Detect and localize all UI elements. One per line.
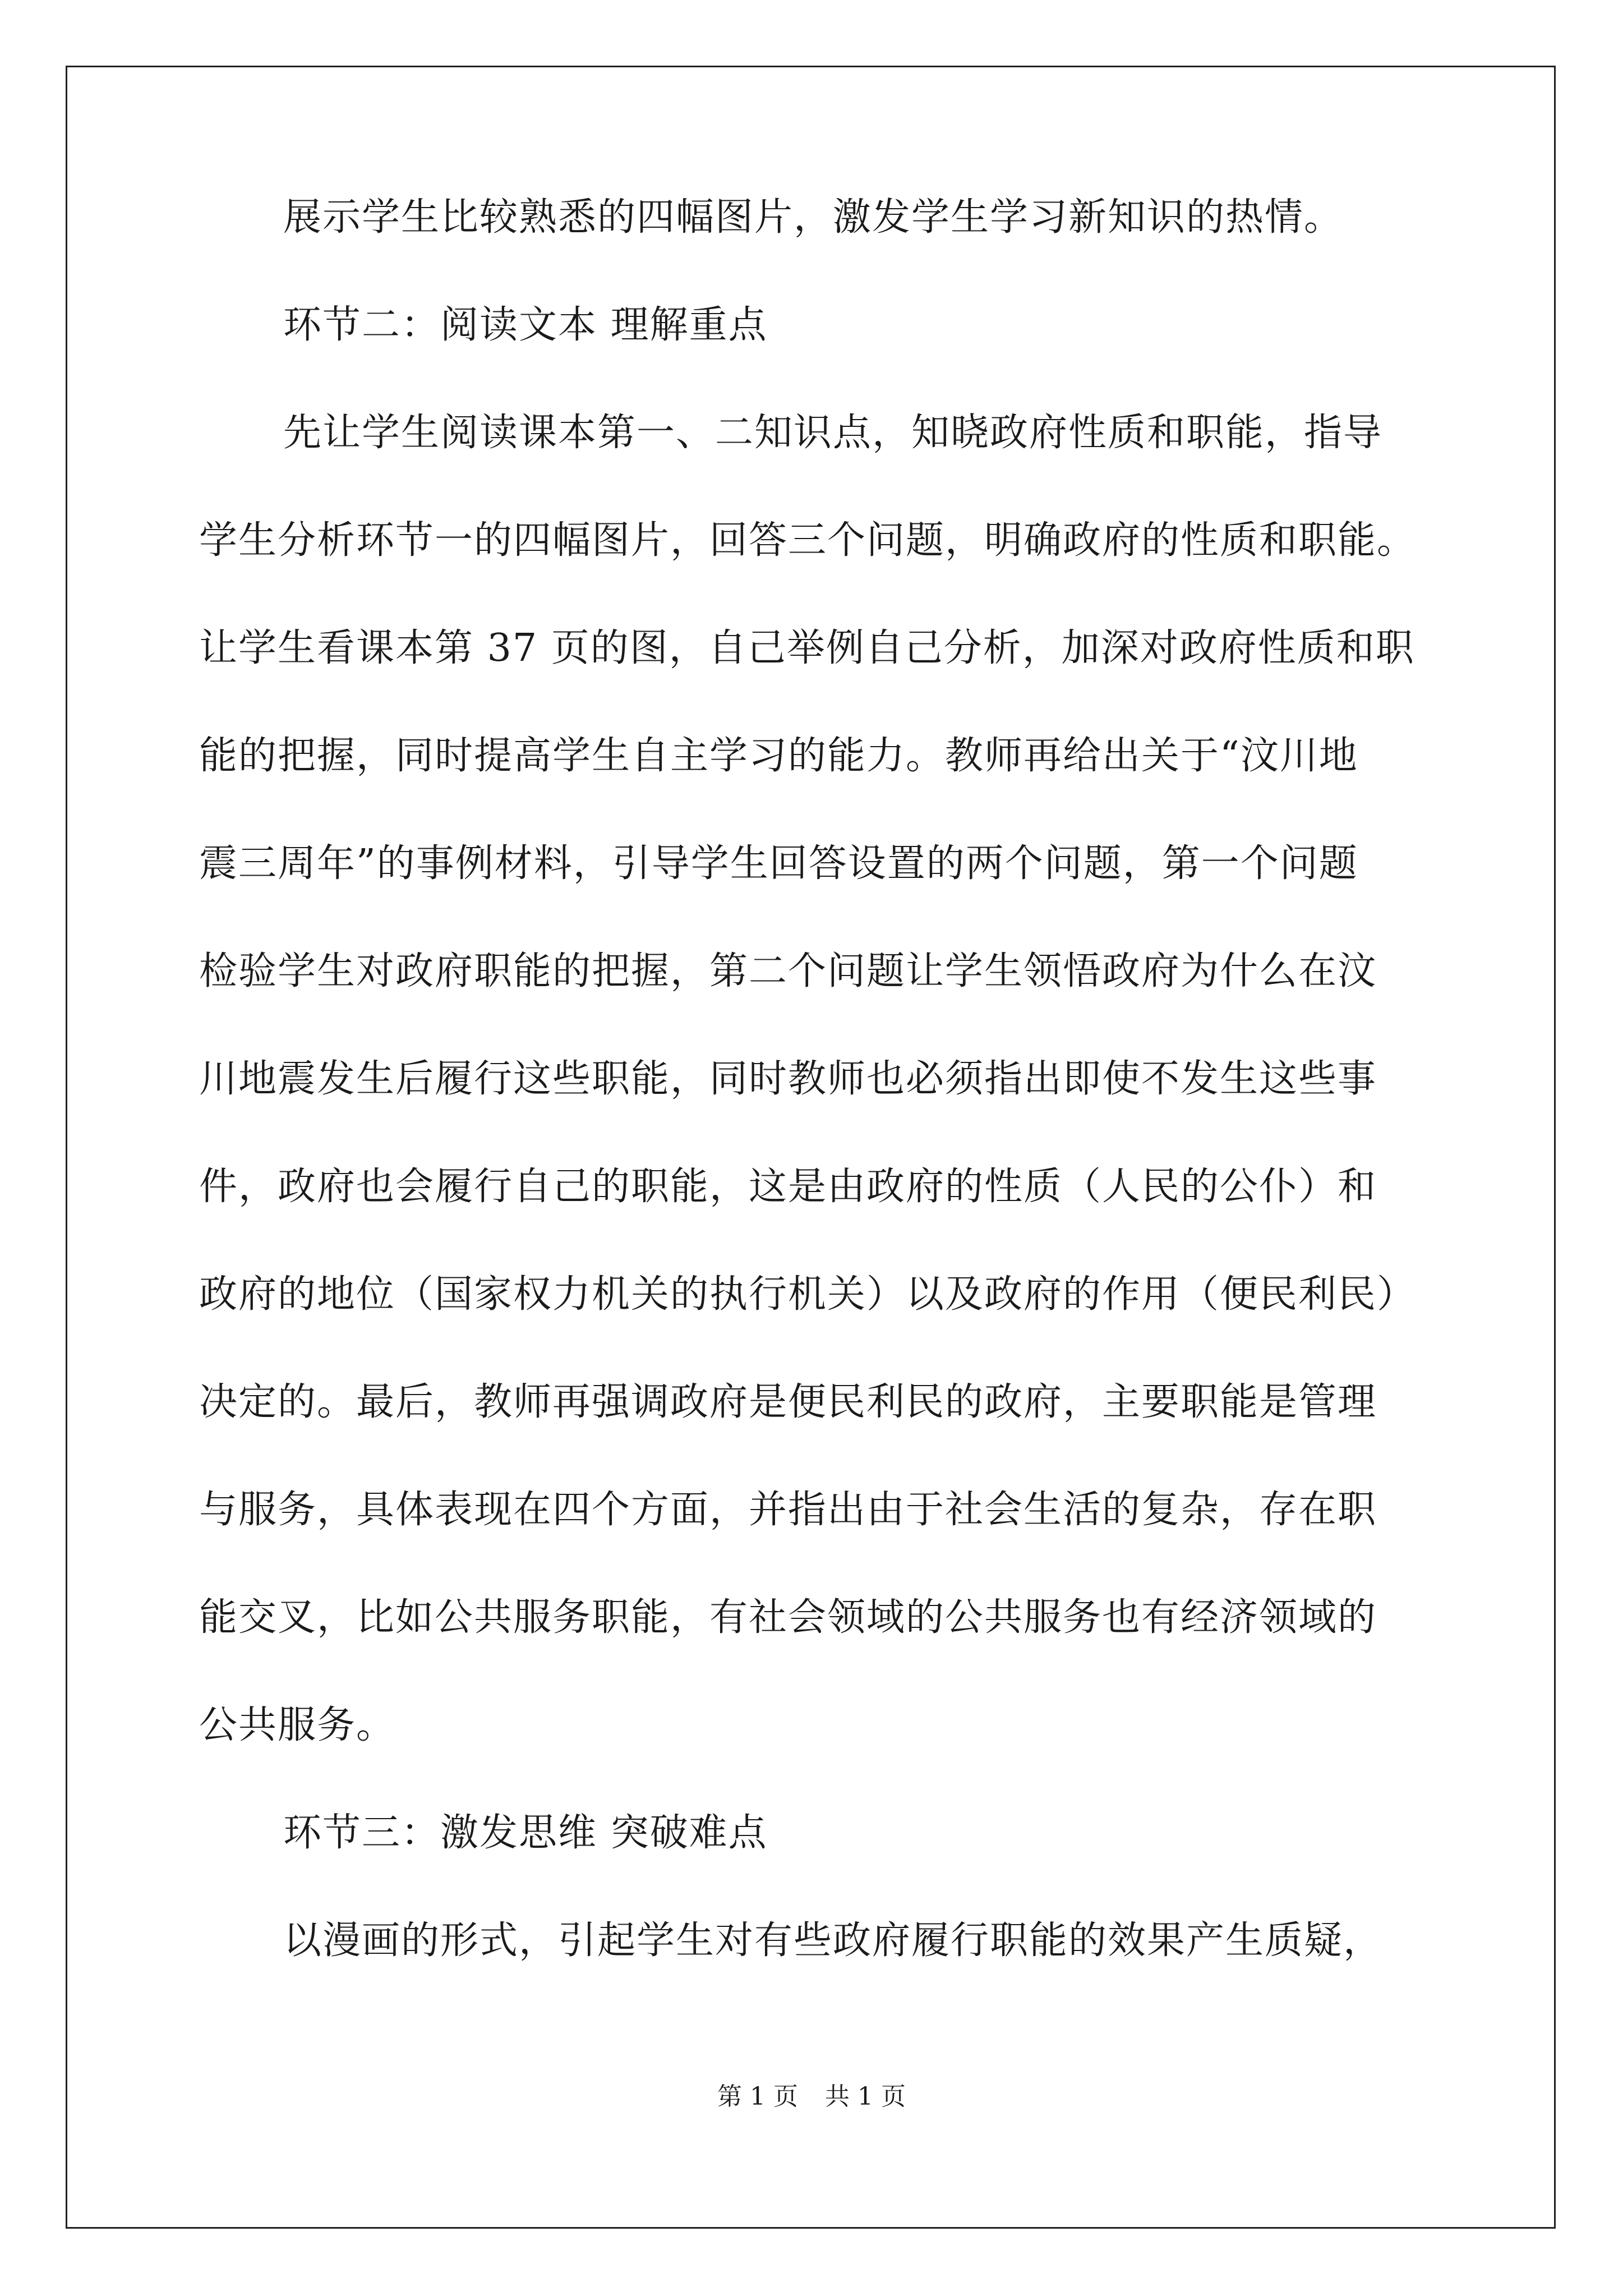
paragraph-line: 决定的。最后，教师再强调政府是便民利民的政府，主要职能是管理: [199, 1380, 1377, 1424]
section-heading: 环节二：阅读文本 理解重点: [283, 303, 768, 347]
page-border: [66, 66, 1556, 2229]
section-heading: 环节三：激发思维 突破难点: [283, 1811, 768, 1855]
page-footer: [0, 2080, 1623, 2114]
page-total: 共 1 页: [825, 2082, 906, 2111]
paragraph-line: 检验学生对政府职能的把握，第二个问题让学生领悟政府为什么在汶: [199, 949, 1377, 993]
paragraph-line: 先让学生阅读课本第一、二知识点，知晓政府性质和职能，指导: [283, 411, 1383, 455]
paragraph-line: 能交叉，比如公共服务职能，有社会领域的公共服务也有经济领域的: [199, 1595, 1377, 1640]
paragraph-line: 让学生看课本第 37 页的图，自己举例自己分析，加深对政府性质和职: [199, 626, 1415, 670]
paragraph-line: 公共服务。: [199, 1703, 396, 1747]
paragraph-line: 川地震发生后履行这些职能，同时教师也必须指出即使不发生这些事: [199, 1057, 1377, 1101]
paragraph-line: 与服务，具体表现在四个方面，并指出由于社会生活的复杂，存在职: [199, 1488, 1377, 1532]
paragraph-line: 以漫画的形式，引起学生对有些政府履行职能的效果产生质疑，: [283, 1918, 1383, 1963]
paragraph-line: 能的把握，同时提高学生自主学习的能力。教师再给出关于“汶川地: [199, 734, 1358, 778]
paragraph-line: 震三周年”的事例材料，引导学生回答设置的两个问题，第一个问题: [199, 841, 1358, 886]
paragraph-line: 件，政府也会履行自己的职能，这是由政府的性质（人民的公仆）和: [199, 1165, 1377, 1209]
paragraph-line: 学生分析环节一的四幅图片，回答三个问题，明确政府的性质和职能。: [199, 518, 1417, 563]
page-number: 第 1 页: [717, 2082, 798, 2111]
paragraph-line: 政府的地位（国家权力机关的执行机关）以及政府的作用（便民利民）: [199, 1272, 1417, 1317]
paragraph-line: 展示学生比较熟悉的四幅图片，激发学生学习新知识的热情。: [283, 195, 1344, 240]
